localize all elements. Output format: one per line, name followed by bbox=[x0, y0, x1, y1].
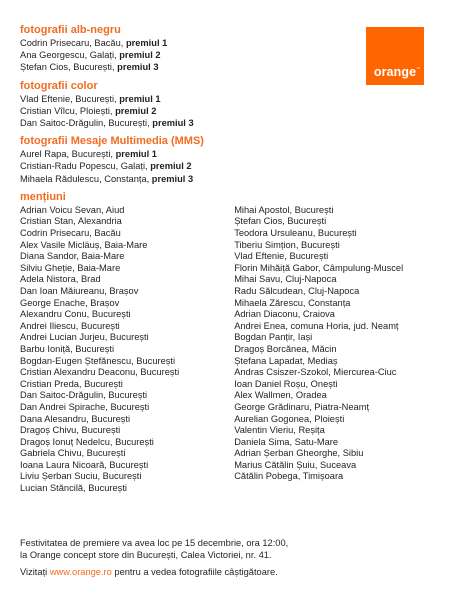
winner-name: Mihaela Rădulescu, Constanța, bbox=[20, 173, 150, 184]
visit-suffix: pentru a vedea fotografiile câștigătoare. bbox=[114, 566, 278, 577]
visit-prefix: Vizitați bbox=[20, 566, 48, 577]
section-title: fotografii alb-negru bbox=[20, 24, 121, 36]
footer bbox=[20, 538, 430, 578]
mention-item: Cristian Stan, Alexandria bbox=[20, 216, 122, 227]
mentions-column-left bbox=[20, 205, 234, 495]
mention-item: Mihaela Zărescu, Constanța bbox=[234, 297, 351, 308]
mention-item: Vlad Eftenie, București bbox=[234, 251, 329, 262]
winner-prize: premiul 3 bbox=[117, 62, 159, 73]
winner-prize: premiul 2 bbox=[150, 161, 192, 172]
section-title: fotografii Mesaje Multimedia (MMS) bbox=[20, 135, 204, 148]
winner-row bbox=[20, 49, 420, 61]
winner-name: Ana Georgescu, Galați, bbox=[20, 50, 117, 61]
mention-item: Diana Sandor, Baia-Mare bbox=[20, 251, 125, 262]
mention-item: George Enache, Brașov bbox=[20, 297, 120, 308]
mention-item: Daniela Sima, Satu-Mare bbox=[234, 436, 339, 447]
winner-row bbox=[20, 105, 420, 117]
winner-row bbox=[20, 93, 420, 105]
footer-line: la Orange concept store din București, Calea Victoriei, nr. 41. bbox=[20, 549, 272, 560]
mention-item: Ștefana Lapadat, Mediaș bbox=[234, 355, 338, 366]
winner-row bbox=[20, 37, 420, 49]
winner-name: Cristian Vîlcu, Ploiești, bbox=[20, 105, 113, 116]
mention-item: Barbu Ioniță, București bbox=[20, 343, 115, 354]
mention-item: Liviu Șerban Suciu, București bbox=[20, 471, 142, 482]
mention-item: Alexandru Conu, București bbox=[20, 309, 131, 320]
mention-item: Teodora Ursuleanu, București bbox=[234, 228, 357, 239]
mention-item: Cristian Alexandru Deaconu, București bbox=[20, 367, 180, 378]
website-link[interactable]: www.orange.ro bbox=[49, 566, 112, 577]
mention-item: Cătălin Pobega, Timișoara bbox=[234, 471, 344, 482]
mention-item: Cristian Preda, București bbox=[20, 378, 123, 389]
winner-prize: premiul 2 bbox=[115, 105, 157, 116]
winner-name: Vlad Eftenie, București, bbox=[20, 93, 117, 104]
winner-row bbox=[20, 117, 420, 129]
mention-item: Dan Saitoc-Drăgulin, București bbox=[20, 390, 148, 401]
mentions-title: mențiuni bbox=[20, 190, 66, 203]
winner-name: Aurel Rapa, București, bbox=[20, 149, 114, 160]
mention-item: Dan Andrei Spirache, București bbox=[20, 401, 150, 412]
mention-item: Andrei Lucian Jurjeu, București bbox=[20, 332, 149, 343]
visit-line bbox=[20, 567, 430, 579]
mention-item: Bogdan-Eugen Ștefănescu, București bbox=[20, 355, 176, 366]
winner-name: Codrin Prisecaru, Bacău, bbox=[20, 38, 124, 48]
logo-wordmark: orange bbox=[373, 65, 417, 79]
mention-item: Radu Sălcudean, Cluj-Napoca bbox=[234, 285, 360, 296]
winner-prize: premiul 3 bbox=[152, 118, 194, 129]
mention-item: Valentin Vieriu, Reșița bbox=[234, 425, 325, 436]
mention-item: Andrei Enea, comuna Horia, jud. Neamț bbox=[234, 320, 399, 331]
mention-item: Bogdan Panțir, Iași bbox=[234, 332, 313, 343]
mention-item: Marius Cătălin Șuiu, Suceava bbox=[234, 459, 357, 470]
section-mms-photos bbox=[20, 135, 420, 185]
mention-item: Codrin Prisecaru, Bacău bbox=[20, 228, 121, 239]
mention-item: Ioana Laura Nicoară, București bbox=[20, 459, 149, 470]
section-title: fotografii color bbox=[20, 79, 98, 92]
mention-item: Tiberiu Simțion, București bbox=[234, 239, 340, 250]
winner-row bbox=[20, 61, 420, 73]
winner-prize: premiul 3 bbox=[151, 173, 194, 184]
mention-item: Alex Wallmen, Oradea bbox=[234, 390, 327, 401]
winner-name: Dan Saitoc-Drăgulin, București, bbox=[20, 118, 150, 129]
mention-item: Alex Vasile Micläuș, Baia-Mare bbox=[20, 239, 148, 250]
mention-item: Adela Nistora, Brad bbox=[20, 274, 101, 285]
mention-item: Andras Csiszer-Szokol, Miercurea-Ciuc bbox=[234, 367, 397, 378]
section-bw-photos bbox=[20, 24, 420, 74]
mention-item: Mihai Apostol, București bbox=[234, 204, 334, 215]
winner-prize: premiul 1 bbox=[125, 38, 168, 48]
mention-item: Dragoș Ionuț Nedelcu, București bbox=[20, 436, 154, 447]
results-content bbox=[20, 24, 420, 495]
winner-row bbox=[20, 160, 420, 172]
winner-prize: premiul 2 bbox=[119, 50, 161, 61]
mention-item: Aurelian Gogonea, Ploiești bbox=[234, 413, 345, 424]
winner-prize: premiul 1 bbox=[115, 149, 157, 160]
mentions-list bbox=[20, 205, 420, 495]
winner-name: Cristian-Radu Popescu, Galați, bbox=[20, 161, 148, 172]
mention-item: Silviu Gheție, Baia-Mare bbox=[20, 262, 121, 273]
mention-item: Florin Mihăiță Gabor, Câmpulung-Muscel bbox=[234, 262, 404, 273]
footer-line: Festivitatea de premiere va avea loc pe 15 decembrie, ora 12:00, bbox=[20, 538, 289, 548]
mention-item: Adrian Diaconu, Craiova bbox=[234, 309, 335, 320]
mentions-column-right bbox=[234, 205, 420, 495]
mention-item: Dragoș Chivu, București bbox=[20, 425, 121, 436]
logo-trademark: ™ bbox=[416, 66, 420, 71]
winner-name: Ștefan Cios, București, bbox=[20, 62, 115, 73]
mention-item: Ștefan Cios, București bbox=[234, 216, 327, 227]
mention-item: Dana Alesandru, București bbox=[20, 413, 131, 424]
winner-row bbox=[20, 148, 420, 160]
winner-row bbox=[20, 173, 420, 185]
mention-item: Dan Ioan Măiureanu, Brașov bbox=[20, 285, 139, 296]
mention-item: Lucian Stăncilă, București bbox=[20, 483, 127, 494]
mention-item: Gabriela Chivu, București bbox=[20, 448, 126, 459]
mention-item: Mihai Savu, Cluj-Napoca bbox=[234, 274, 337, 285]
mention-item: Adrian Voicu Sevan, Aiud bbox=[20, 204, 125, 215]
mention-item: Andrei Iliescu, București bbox=[20, 320, 120, 331]
mention-item: Adrian Șerban Gheorghe, Sibiu bbox=[234, 448, 364, 459]
mention-item: Dragoș Borcănea, Măcin bbox=[234, 343, 337, 354]
winner-prize: premiul 1 bbox=[119, 93, 161, 104]
section-color-photos bbox=[20, 80, 420, 130]
mention-item: Ioan Daniel Roșu, Onești bbox=[234, 378, 338, 389]
mention-item: George Grădinaru, Piatra-Neamț bbox=[234, 401, 370, 412]
